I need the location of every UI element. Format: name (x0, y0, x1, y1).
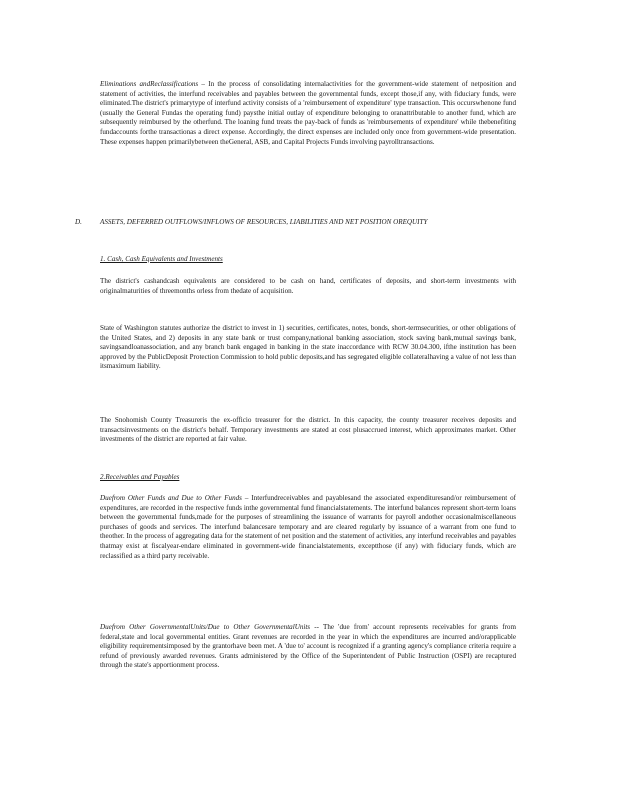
paragraph-county-treasurer: The Snohomish County Treasureris the ex-officio treasurer for the district. In this capacity, the county treasurer receives deposits and transactsinvestments on the district's behalf. Temporary investments are stated at cost plusaccrued interest, which approximates market. Other investments of the district are reported at fair value. (100, 416, 516, 444)
governmental-units-text: -- The 'due from' account represents receivables for grants from federal,state and local governmental entities. Grant revenues are recorded in the year in which the expenditures are incurred and/orapplicable eligibility requirementsimposed by the grantorhave been met. A 'due to' account is recognized if a granting agency's compliance criteria require a refund of previously awarded revenues. Grants administered by the Office of the Superintendent of Public Instruction (OSPI) are recaptured through the state's apportionment process. (100, 623, 517, 670)
paragraph-state-statutes: State of Washington statutes authorize the district to invest in 1) securities, certificates, notes, bonds, short-termsecurities, or other obligations of the United States, and 2) deposits in any state bank or trust company,national banking association, stock saving bank,mutual savings bank, savingsandloanassociation, and any branch bank engaged in banking in the state inaccordance with RCW 30.04.300, ifthe institution has been approved by the PublicDeposit Protection Commission to hold public deposits,and has segregated eligible collateralhaving a value of not less than itsmaximum liability. (100, 324, 516, 371)
governmental-units-heading: Duefrom Other GovernmentalUnits/Due to Other GovernmentalUnits (100, 623, 311, 631)
section-d-title: ASSETS, DEFERRED OUTFLOWS/INFLOWS OF RESOURCES, LIABILITIES AND NET POSITION OREQUITY (100, 218, 428, 226)
eliminations-heading: Eliminations andReclassifications (100, 80, 199, 88)
eliminations-text: – In the process of consolidating internalactivities for the government-wide statement of netposition and statement of activities, the interfund receivables and payables between the governmental funds, except those,if any, with fiduciary funds, were eliminated.The district's primarytype of interfund activity consists of a 'reimbursement of expenditure' type transaction. This occurswhenone fund (usually the General Fundas the operating fund) paysthe initial outlay of expenditure belonging to oranattributable to another fund, which are subsequently reimbursed by the otherfund. The loaning fund treats the pay-back of funds as 'reimbursements of expenditure' while thebenefiting fundaccounts forthe transactionas a direct expense. Accordingly, the direct expenses are included only once from government-wide presentation. These expenses happen primarilybetween theGeneral, ASB, and Capital Projects Funds involving payrolltransactions. (100, 80, 516, 146)
interfund-heading: Duefrom Other Funds and Due to Other Funds (100, 494, 242, 502)
subsection-2-heading: 2.Receivables and Payables (100, 473, 180, 481)
interfund-text: – Interfundreceivables and payablesand the associated expendituresand/or reimbursement of expenditures, are recorded in the respective funds inthe governmental fund financialstatements. The interfund balances represent short-term loans between the governmental funds,made for the purposes of streamlining the issuance of warrants for payroll andother occasionalmiscellaneous purchases of goods and services. The interfund balancesare temporary and are cleared regularly by issuance of a warrant from one fund to theother. In the process of aggregating data for the statement of net position and the statement of activities, any interfund receivables and payables thatmay exist at fiscalyear-endare eliminated in government-wide financialstatements, exceptthose (if any) with fiduciary funds, which are reclassified as a third party receivable. (100, 494, 516, 560)
subsection-1-heading: 1. Cash, Cash Equivalents and Investments (100, 255, 223, 263)
paragraph-eliminations (100, 80, 516, 147)
paragraph-governmental-units (100, 623, 516, 671)
paragraph-cash-definition: The district's cashandcash equivalents are considered to be cash on hand, certificates of deposits, and short-term investments with originalmaturities of threemonths orless from thedate of acquisition. (100, 277, 516, 295)
section-d-letter: D. (75, 218, 82, 226)
paragraph-interfund (100, 494, 516, 561)
